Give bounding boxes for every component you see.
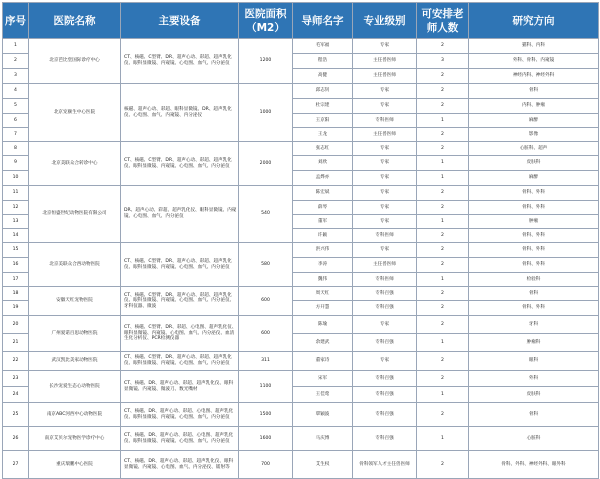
cell-research[interactable]: 心脏科 xyxy=(469,427,599,451)
cell-level[interactable]: 主任兽医师 xyxy=(353,54,417,69)
cell-teacher-count[interactable]: 2 xyxy=(417,128,469,142)
header-mentor-name[interactable]: 导师名字 xyxy=(293,3,353,39)
cell-research[interactable]: 心脏科、超声 xyxy=(469,142,599,156)
cell-research[interactable]: 影像 xyxy=(469,128,599,142)
cell-mentor-name[interactable]: 薛琴 xyxy=(293,201,353,215)
cell-equipment[interactable]: CT、核磁、DR、超声心动、彩超、心电图、超声乳化仪、眼科显微镜、内窥镜、心电图、血气、内分泌仪 xyxy=(121,427,239,451)
cell-mentor-name[interactable]: 李涛 xyxy=(293,258,353,273)
cell-level[interactable]: 专科百强 xyxy=(353,287,417,301)
cell-seq[interactable]: 5 xyxy=(3,99,29,114)
cell-level[interactable]: 骨科领军人才主任兽医师 xyxy=(353,451,417,479)
cell-level[interactable]: 专家 xyxy=(353,316,417,334)
cell-seq[interactable]: 16 xyxy=(3,258,29,273)
table-row[interactable] xyxy=(3,287,599,301)
cell-research[interactable]: 检验科 xyxy=(469,273,599,287)
cell-research[interactable]: 神经内科、神经外科 xyxy=(469,69,599,84)
cell-teacher-count[interactable]: 2 xyxy=(417,451,469,479)
cell-hospital-name[interactable]: 北京宠颐生中心医院 xyxy=(29,84,121,142)
cell-level[interactable]: 专家 xyxy=(353,352,417,371)
cell-research[interactable]: 骨科 xyxy=(469,84,599,99)
cell-research[interactable]: 麻醉 xyxy=(469,171,599,186)
cell-mentor-name[interactable]: 王龙 xyxy=(293,128,353,142)
cell-area[interactable]: 311 xyxy=(239,352,293,371)
cell-level[interactable]: 专科百强 xyxy=(353,387,417,403)
cell-teacher-count[interactable]: 2 xyxy=(417,201,469,215)
cell-seq[interactable]: 6 xyxy=(3,114,29,128)
cell-teacher-count[interactable]: 2 xyxy=(417,352,469,371)
cell-hospital-name[interactable]: 南京艾贝尔宠物医学诊疗中心 xyxy=(29,427,121,451)
cell-research[interactable]: 皮肤科 xyxy=(469,387,599,403)
cell-seq[interactable]: 22 xyxy=(3,352,29,371)
cell-mentor-name[interactable]: 周天红 xyxy=(293,287,353,301)
cell-level[interactable]: 专科百强 xyxy=(353,427,417,451)
cell-area[interactable]: 1000 xyxy=(239,84,293,142)
cell-research[interactable]: 骨科、外科 xyxy=(469,258,599,273)
cell-mentor-name[interactable]: 洪兴伟 xyxy=(293,243,353,258)
cell-level[interactable]: 专科百强 xyxy=(353,403,417,427)
table-row[interactable] xyxy=(3,142,599,156)
cell-equipment[interactable]: CT、核磁、C型臂、DR、彩超、心电图、超声乳化仪、眼科显微镜、内窥镜、心电图、血气、内分泌仪、血清生化分析仪、PCR检测仪器 xyxy=(121,316,239,352)
cell-seq[interactable]: 4 xyxy=(3,84,29,99)
cell-teacher-count[interactable]: 1 xyxy=(417,215,469,229)
cell-teacher-count[interactable]: 1 xyxy=(417,334,469,352)
cell-teacher-count[interactable]: 2 xyxy=(417,99,469,114)
table-row[interactable] xyxy=(3,186,599,201)
cell-research[interactable]: 肿瘤 xyxy=(469,215,599,229)
cell-teacher-count[interactable]: 1 xyxy=(417,171,469,186)
cell-teacher-count[interactable]: 2 xyxy=(417,186,469,201)
cell-teacher-count[interactable]: 1 xyxy=(417,273,469,287)
cell-research[interactable]: 骨科、外科 xyxy=(469,243,599,258)
cell-research[interactable]: 猫科、内科 xyxy=(469,39,599,54)
cell-hospital-name[interactable]: 南京ABC河西中心动物医院 xyxy=(29,403,121,427)
header-equipment[interactable]: 主要设备 xyxy=(121,3,239,39)
cell-research[interactable]: 外科、骨科、内窥镜 xyxy=(469,54,599,69)
cell-seq[interactable]: 12 xyxy=(3,201,29,215)
cell-area[interactable]: 1100 xyxy=(239,371,293,403)
cell-level[interactable]: 专科百强 xyxy=(353,301,417,316)
cell-mentor-name[interactable]: 许颖 xyxy=(293,229,353,243)
header-level[interactable]: 专业级别 xyxy=(353,3,417,39)
cell-seq[interactable]: 2 xyxy=(3,54,29,69)
cell-mentor-name[interactable]: 陈瑜 xyxy=(293,316,353,334)
cell-level[interactable]: 专科医师 xyxy=(353,229,417,243)
cell-research[interactable]: 骨科、外科 xyxy=(469,229,599,243)
cell-seq[interactable]: 25 xyxy=(3,403,29,427)
cell-seq[interactable]: 10 xyxy=(3,171,29,186)
cell-hospital-name[interactable]: 北京美联众合西动物医院 xyxy=(29,243,121,287)
cell-level[interactable]: 专家 xyxy=(353,243,417,258)
cell-research[interactable]: 牙科 xyxy=(469,316,599,334)
cell-level[interactable]: 专家 xyxy=(353,171,417,186)
cell-teacher-count[interactable]: 2 xyxy=(417,287,469,301)
cell-research[interactable]: 外科 xyxy=(469,371,599,387)
table-row[interactable] xyxy=(3,371,599,387)
cell-research[interactable]: 骨科、外科 xyxy=(469,201,599,215)
cell-hospital-name[interactable]: 北京恒盛世纪动物医院有限公司 xyxy=(29,186,121,243)
cell-level[interactable]: 专家 xyxy=(353,99,417,114)
cell-level[interactable]: 专科医师 xyxy=(353,114,417,128)
cell-teacher-count[interactable]: 2 xyxy=(417,243,469,258)
cell-level[interactable]: 主任兽医师 xyxy=(353,258,417,273)
cell-hospital-name[interactable]: 北京美联众合转诊中心 xyxy=(29,142,121,186)
table-row[interactable] xyxy=(3,243,599,258)
cell-mentor-name[interactable]: 张志红 xyxy=(293,142,353,156)
cell-teacher-count[interactable]: 2 xyxy=(417,316,469,334)
cell-mentor-name[interactable]: 毛军福 xyxy=(293,39,353,54)
cell-area[interactable]: 580 xyxy=(239,243,293,287)
cell-level[interactable]: 专家 xyxy=(353,215,417,229)
cell-equipment[interactable]: CT、核磁、DR、超声心动、彩超、超声乳化仪、眼科显微镜、内窥镜、心电图、血气、内分泌仪、镭射等 xyxy=(121,451,239,479)
table-row[interactable] xyxy=(3,451,599,479)
header-teacher-count[interactable]: 可安排老师人数 xyxy=(417,3,469,39)
cell-research[interactable]: 眼科 xyxy=(469,352,599,371)
cell-seq[interactable]: 7 xyxy=(3,128,29,142)
cell-seq[interactable]: 13 xyxy=(3,215,29,229)
cell-research[interactable]: 麻醉 xyxy=(469,114,599,128)
cell-mentor-name[interactable]: 杜宗建 xyxy=(293,99,353,114)
cell-mentor-name[interactable]: 方开慧 xyxy=(293,301,353,316)
header-research[interactable]: 研究方向 xyxy=(469,3,599,39)
cell-seq[interactable]: 17 xyxy=(3,273,29,287)
mentor-table xyxy=(2,2,599,479)
cell-seq[interactable]: 11 xyxy=(3,186,29,201)
cell-seq[interactable]: 23 xyxy=(3,371,29,387)
cell-level[interactable]: 专科百强 xyxy=(353,334,417,352)
mentor-table-sheet xyxy=(2,2,598,470)
cell-level[interactable]: 专家 xyxy=(353,84,417,99)
cell-teacher-count[interactable]: 1 xyxy=(417,114,469,128)
cell-hospital-name[interactable]: 北京芭比堂国际诊疗中心 xyxy=(29,39,121,84)
cell-teacher-count[interactable]: 2 xyxy=(417,403,469,427)
cell-seq[interactable]: 24 xyxy=(3,387,29,403)
cell-research[interactable]: 肿瘤科 xyxy=(469,334,599,352)
cell-area[interactable]: 540 xyxy=(239,186,293,243)
cell-seq[interactable]: 1 xyxy=(3,39,29,54)
cell-level[interactable]: 专家 xyxy=(353,201,417,215)
table-row[interactable] xyxy=(3,427,599,451)
cell-teacher-count[interactable]: 3 xyxy=(417,54,469,69)
cell-mentor-name[interactable]: 王佳莺 xyxy=(293,387,353,403)
header-area[interactable]: 医院面积（M2） xyxy=(239,3,293,39)
cell-seq[interactable]: 8 xyxy=(3,142,29,156)
cell-area[interactable]: 600 xyxy=(239,316,293,352)
cell-area[interactable]: 700 xyxy=(239,451,293,479)
cell-teacher-count[interactable]: 2 xyxy=(417,258,469,273)
cell-seq[interactable]: 27 xyxy=(3,451,29,479)
cell-level[interactable]: 专家 xyxy=(353,186,417,201)
cell-equipment[interactable]: 核磁、超声心动、彩超、眼科显微镜、DR、超声乳化仪、心电图、血气、内窥镜、内分泌仪 xyxy=(121,84,239,142)
cell-equipment[interactable]: CT、核磁、C型臂、DR、超声心动、彩超、超声乳化仪、眼科显微镜、内窥镜、心电图、血气、内分泌仪 xyxy=(121,243,239,287)
cell-level[interactable]: 专科百强 xyxy=(353,371,417,387)
cell-mentor-name[interactable]: 刘欣 xyxy=(293,156,353,171)
cell-equipment[interactable]: CT、核磁、C型臂、DR、超声心动、彩超、超声乳化仪、眼科显微镜、内窥镜、心电图、血气、内分泌仪 xyxy=(121,39,239,84)
cell-seq[interactable]: 18 xyxy=(3,287,29,301)
header-hospital-name[interactable]: 医院名称 xyxy=(29,3,121,39)
cell-area[interactable]: 1200 xyxy=(239,39,293,84)
cell-teacher-count[interactable]: 2 xyxy=(417,229,469,243)
cell-research[interactable]: 骨科 xyxy=(469,287,599,301)
cell-level[interactable]: 主任兽医师 xyxy=(353,128,417,142)
header-row xyxy=(3,3,599,39)
cell-research[interactable]: 内科、肿瘤 xyxy=(469,99,599,114)
cell-area[interactable]: 600 xyxy=(239,287,293,316)
cell-hospital-name[interactable]: 重庆瑞鹏中心医院 xyxy=(29,451,121,479)
cell-research[interactable]: 骨科、外科、神经外科、眼外科 xyxy=(469,451,599,479)
cell-mentor-name[interactable]: 艾生权 xyxy=(293,451,353,479)
cell-teacher-count[interactable]: 2 xyxy=(417,39,469,54)
cell-area[interactable]: 1600 xyxy=(239,427,293,451)
cell-seq[interactable]: 21 xyxy=(3,334,29,352)
cell-teacher-count[interactable]: 1 xyxy=(417,387,469,403)
cell-equipment[interactable]: CT、核磁、C型臂、DR、超声心动、彩超、超声乳化仪、眼科显微镜、内窥镜、心电图、血气、内分泌仪 xyxy=(121,352,239,371)
cell-teacher-count[interactable]: 2 xyxy=(417,142,469,156)
cell-seq[interactable]: 14 xyxy=(3,229,29,243)
cell-mentor-name[interactable]: 高健 xyxy=(293,69,353,84)
table-row[interactable] xyxy=(3,39,599,54)
cell-hospital-name[interactable]: 安徽天红宠物医院 xyxy=(29,287,121,316)
cell-level[interactable]: 专家 xyxy=(353,142,417,156)
cell-mentor-name[interactable]: 余建武 xyxy=(293,334,353,352)
cell-mentor-name[interactable]: 董家诗 xyxy=(293,352,353,371)
cell-mentor-name[interactable]: 王京阳 xyxy=(293,114,353,128)
cell-mentor-name[interactable]: 魏伟 xyxy=(293,273,353,287)
cell-hospital-name[interactable]: 长沙宠爱生态心动物医院 xyxy=(29,371,121,403)
cell-teacher-count[interactable]: 2 xyxy=(417,371,469,387)
cell-research[interactable]: 骨科、外科 xyxy=(469,186,599,201)
cell-mentor-name[interactable]: 马庆博 xyxy=(293,427,353,451)
cell-mentor-name[interactable]: 陈宏斌 xyxy=(293,186,353,201)
cell-mentor-name[interactable]: 宋军 xyxy=(293,371,353,387)
cell-mentor-name[interactable]: 孟烨亦 xyxy=(293,171,353,186)
header-seq[interactable]: 序号 xyxy=(3,3,29,39)
cell-mentor-name[interactable]: 董军 xyxy=(293,215,353,229)
cell-seq[interactable]: 26 xyxy=(3,427,29,451)
cell-research[interactable]: 皮肤科 xyxy=(469,156,599,171)
cell-level[interactable]: 专家 xyxy=(353,39,417,54)
cell-seq[interactable]: 20 xyxy=(3,316,29,334)
cell-hospital-name[interactable]: 广州爱诺百思动物医院 xyxy=(29,316,121,352)
cell-teacher-count[interactable]: 1 xyxy=(417,427,469,451)
cell-seq[interactable]: 3 xyxy=(3,69,29,84)
cell-research[interactable]: 骨科 xyxy=(469,403,599,427)
cell-seq[interactable]: 19 xyxy=(3,301,29,316)
cell-mentor-name[interactable]: 程浩 xyxy=(293,54,353,69)
cell-area[interactable]: 2000 xyxy=(239,142,293,186)
table-row[interactable] xyxy=(3,352,599,371)
cell-teacher-count[interactable]: 2 xyxy=(417,301,469,316)
cell-level[interactable]: 专家 xyxy=(353,156,417,171)
cell-seq[interactable]: 9 xyxy=(3,156,29,171)
cell-hospital-name[interactable]: 武汉凯比美家动物医院 xyxy=(29,352,121,371)
cell-teacher-count[interactable]: 2 xyxy=(417,84,469,99)
cell-equipment[interactable]: CT、核磁、DR、超声心动、彩超、心电图、超声乳化仪、眼科显微镜、内窥镜、心电图、血气、内分泌仪 xyxy=(121,403,239,427)
table-row[interactable] xyxy=(3,403,599,427)
cell-equipment[interactable]: CT、核磁、C型臂、DR、超声心动、彩超、超声乳化仪、眼科显微镜、内窥镜、心电图、血气、内分泌仪、牙科仪器、微波 xyxy=(121,287,239,316)
cell-area[interactable]: 1500 xyxy=(239,403,293,427)
cell-seq[interactable]: 15 xyxy=(3,243,29,258)
cell-level[interactable]: 专科医师 xyxy=(353,273,417,287)
table-row[interactable] xyxy=(3,84,599,99)
table-row[interactable] xyxy=(3,316,599,334)
cell-research[interactable]: 骨科、外科 xyxy=(469,301,599,316)
cell-teacher-count[interactable]: 2 xyxy=(417,69,469,84)
cell-mentor-name[interactable]: 邱志钊 xyxy=(293,84,353,99)
cell-equipment[interactable]: DR、超声心动、彩超、超声乳化仪、眼科显微镜、内窥镜、心电图、血气、内分泌仪 xyxy=(121,186,239,243)
cell-equipment[interactable]: CT、核磁、C型臂、DR、超声心动、彩超、超声乳化仪、眼科显微镜、内窥镜、心电图、血气、内分泌仪 xyxy=(121,142,239,186)
cell-teacher-count[interactable]: 1 xyxy=(417,156,469,171)
cell-equipment[interactable]: CT、核磁、DR、超声心动、彩超、超声乳化仪、眼科显微镜、内窥镜、微波刀、数光嘴材 xyxy=(121,371,239,403)
cell-mentor-name[interactable]: 覃颖波 xyxy=(293,403,353,427)
cell-level[interactable]: 主任兽医师 xyxy=(353,69,417,84)
